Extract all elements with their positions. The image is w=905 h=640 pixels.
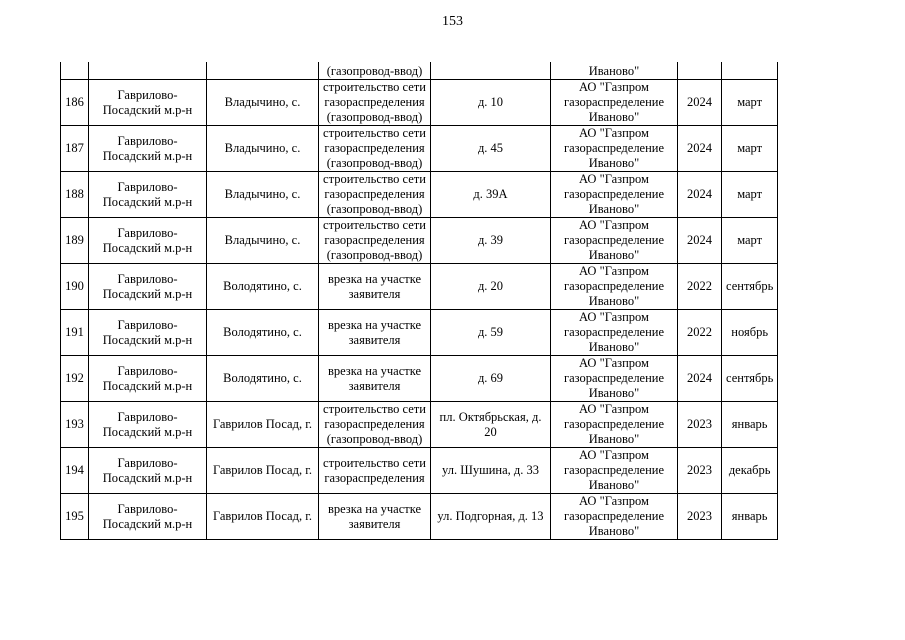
cell-work: врезка на участке заявителя	[319, 310, 431, 356]
table-row	[61, 264, 778, 310]
cell-work: врезка на участке заявителя	[319, 494, 431, 540]
cell-district: Гаврилово-Посадский м.р-н	[89, 172, 207, 218]
cell-district: Гаврилово-Посадский м.р-н	[89, 80, 207, 126]
cell-num: 195	[61, 494, 89, 540]
cell-district: Гаврилово-Посадский м.р-н	[89, 448, 207, 494]
cell-district: Гаврилово-Посадский м.р-н	[89, 402, 207, 448]
cell-month: март	[722, 218, 778, 264]
cell-address: д. 20	[431, 264, 551, 310]
cell-org: АО "Газпром газораспределение Иваново"	[551, 126, 678, 172]
cell-year: 2022	[678, 264, 722, 310]
cell-locality	[207, 62, 319, 80]
cell-locality: Владычино, с.	[207, 172, 319, 218]
cell-address: ул. Шушина, д. 33	[431, 448, 551, 494]
cell-month: март	[722, 172, 778, 218]
cell-locality: Владычино, с.	[207, 218, 319, 264]
page-number: 153	[442, 14, 463, 29]
cell-num: 186	[61, 80, 89, 126]
cell-district: Гаврилово-Посадский м.р-н	[89, 264, 207, 310]
table-row	[61, 356, 778, 402]
cell-org: АО "Газпром газораспределение Иваново"	[551, 310, 678, 356]
cell-year: 2022	[678, 310, 722, 356]
cell-month: январь	[722, 494, 778, 540]
cell-work: врезка на участке заявителя	[319, 356, 431, 402]
cell-locality: Владычино, с.	[207, 126, 319, 172]
table-body	[61, 62, 778, 540]
cell-address: ул. Подгорная, д. 13	[431, 494, 551, 540]
cell-month: сентябрь	[722, 264, 778, 310]
cell-year: 2023	[678, 494, 722, 540]
table-row	[61, 310, 778, 356]
cell-locality: Володятино, с.	[207, 356, 319, 402]
cell-address: д. 45	[431, 126, 551, 172]
cell-locality: Володятино, с.	[207, 310, 319, 356]
cell-month	[722, 62, 778, 80]
cell-org: Иваново"	[551, 62, 678, 80]
cell-address: д. 69	[431, 356, 551, 402]
cell-work: строительство сети газораспределения (газопровод-ввод)	[319, 126, 431, 172]
cell-address: д. 59	[431, 310, 551, 356]
cell-org: АО "Газпром газораспределение Иваново"	[551, 172, 678, 218]
cell-address	[431, 62, 551, 80]
cell-month: март	[722, 80, 778, 126]
table-row	[61, 218, 778, 264]
cell-org: АО "Газпром газораспределение Иваново"	[551, 218, 678, 264]
cell-year: 2024	[678, 356, 722, 402]
cell-num: 187	[61, 126, 89, 172]
cell-org: АО "Газпром газораспределение Иваново"	[551, 80, 678, 126]
cell-year: 2024	[678, 126, 722, 172]
cell-address: д. 39А	[431, 172, 551, 218]
table-row	[61, 172, 778, 218]
cell-work: строительство сети газораспределения (газопровод-ввод)	[319, 80, 431, 126]
cell-year: 2023	[678, 402, 722, 448]
cell-district: Гаврилово-Посадский м.р-н	[89, 126, 207, 172]
cell-year: 2024	[678, 172, 722, 218]
cell-work: строительство сети газораспределения (газопровод-ввод)	[319, 218, 431, 264]
cell-address: пл. Октябрьская, д. 20	[431, 402, 551, 448]
cell-district: Гаврилово-Посадский м.р-н	[89, 356, 207, 402]
cell-month: январь	[722, 402, 778, 448]
cell-num: 190	[61, 264, 89, 310]
cell-num: 194	[61, 448, 89, 494]
cell-work: строительство сети газораспределения	[319, 448, 431, 494]
cell-address: д. 10	[431, 80, 551, 126]
cell-num	[61, 62, 89, 80]
table-row	[61, 402, 778, 448]
cell-month: март	[722, 126, 778, 172]
cell-org: АО "Газпром газораспределение Иваново"	[551, 356, 678, 402]
cell-year: 2024	[678, 80, 722, 126]
table-row	[61, 494, 778, 540]
cell-work: строительство сети газораспределения (газопровод-ввод)	[319, 402, 431, 448]
cell-org: АО "Газпром газораспределение Иваново"	[551, 264, 678, 310]
cell-district	[89, 62, 207, 80]
cell-work: врезка на участке заявителя	[319, 264, 431, 310]
cell-month: сентябрь	[722, 356, 778, 402]
cell-work: строительство сети газораспределения (газопровод-ввод)	[319, 172, 431, 218]
table-row	[61, 448, 778, 494]
cell-num: 191	[61, 310, 89, 356]
cell-year	[678, 62, 722, 80]
cell-month: декабрь	[722, 448, 778, 494]
table-row	[61, 126, 778, 172]
cell-locality: Гаврилов Посад, г.	[207, 494, 319, 540]
cell-month: ноябрь	[722, 310, 778, 356]
cell-locality: Владычино, с.	[207, 80, 319, 126]
cell-year: 2023	[678, 448, 722, 494]
cell-work: (газопровод-ввод)	[319, 62, 431, 80]
table-row	[61, 80, 778, 126]
cell-org: АО "Газпром газораспределение Иваново"	[551, 448, 678, 494]
cell-locality: Гаврилов Посад, г.	[207, 448, 319, 494]
cell-org: АО "Газпром газораспределение Иваново"	[551, 402, 678, 448]
cell-org: АО "Газпром газораспределение Иваново"	[551, 494, 678, 540]
cell-address: д. 39	[431, 218, 551, 264]
table-row-continued	[61, 62, 778, 80]
cell-num: 193	[61, 402, 89, 448]
cell-num: 192	[61, 356, 89, 402]
cell-district: Гаврилово-Посадский м.р-н	[89, 310, 207, 356]
objects-table	[60, 62, 778, 540]
cell-locality: Гаврилов Посад, г.	[207, 402, 319, 448]
cell-year: 2024	[678, 218, 722, 264]
cell-district: Гаврилово-Посадский м.р-н	[89, 218, 207, 264]
cell-num: 188	[61, 172, 89, 218]
cell-locality: Володятино, с.	[207, 264, 319, 310]
cell-district: Гаврилово-Посадский м.р-н	[89, 494, 207, 540]
cell-num: 189	[61, 218, 89, 264]
